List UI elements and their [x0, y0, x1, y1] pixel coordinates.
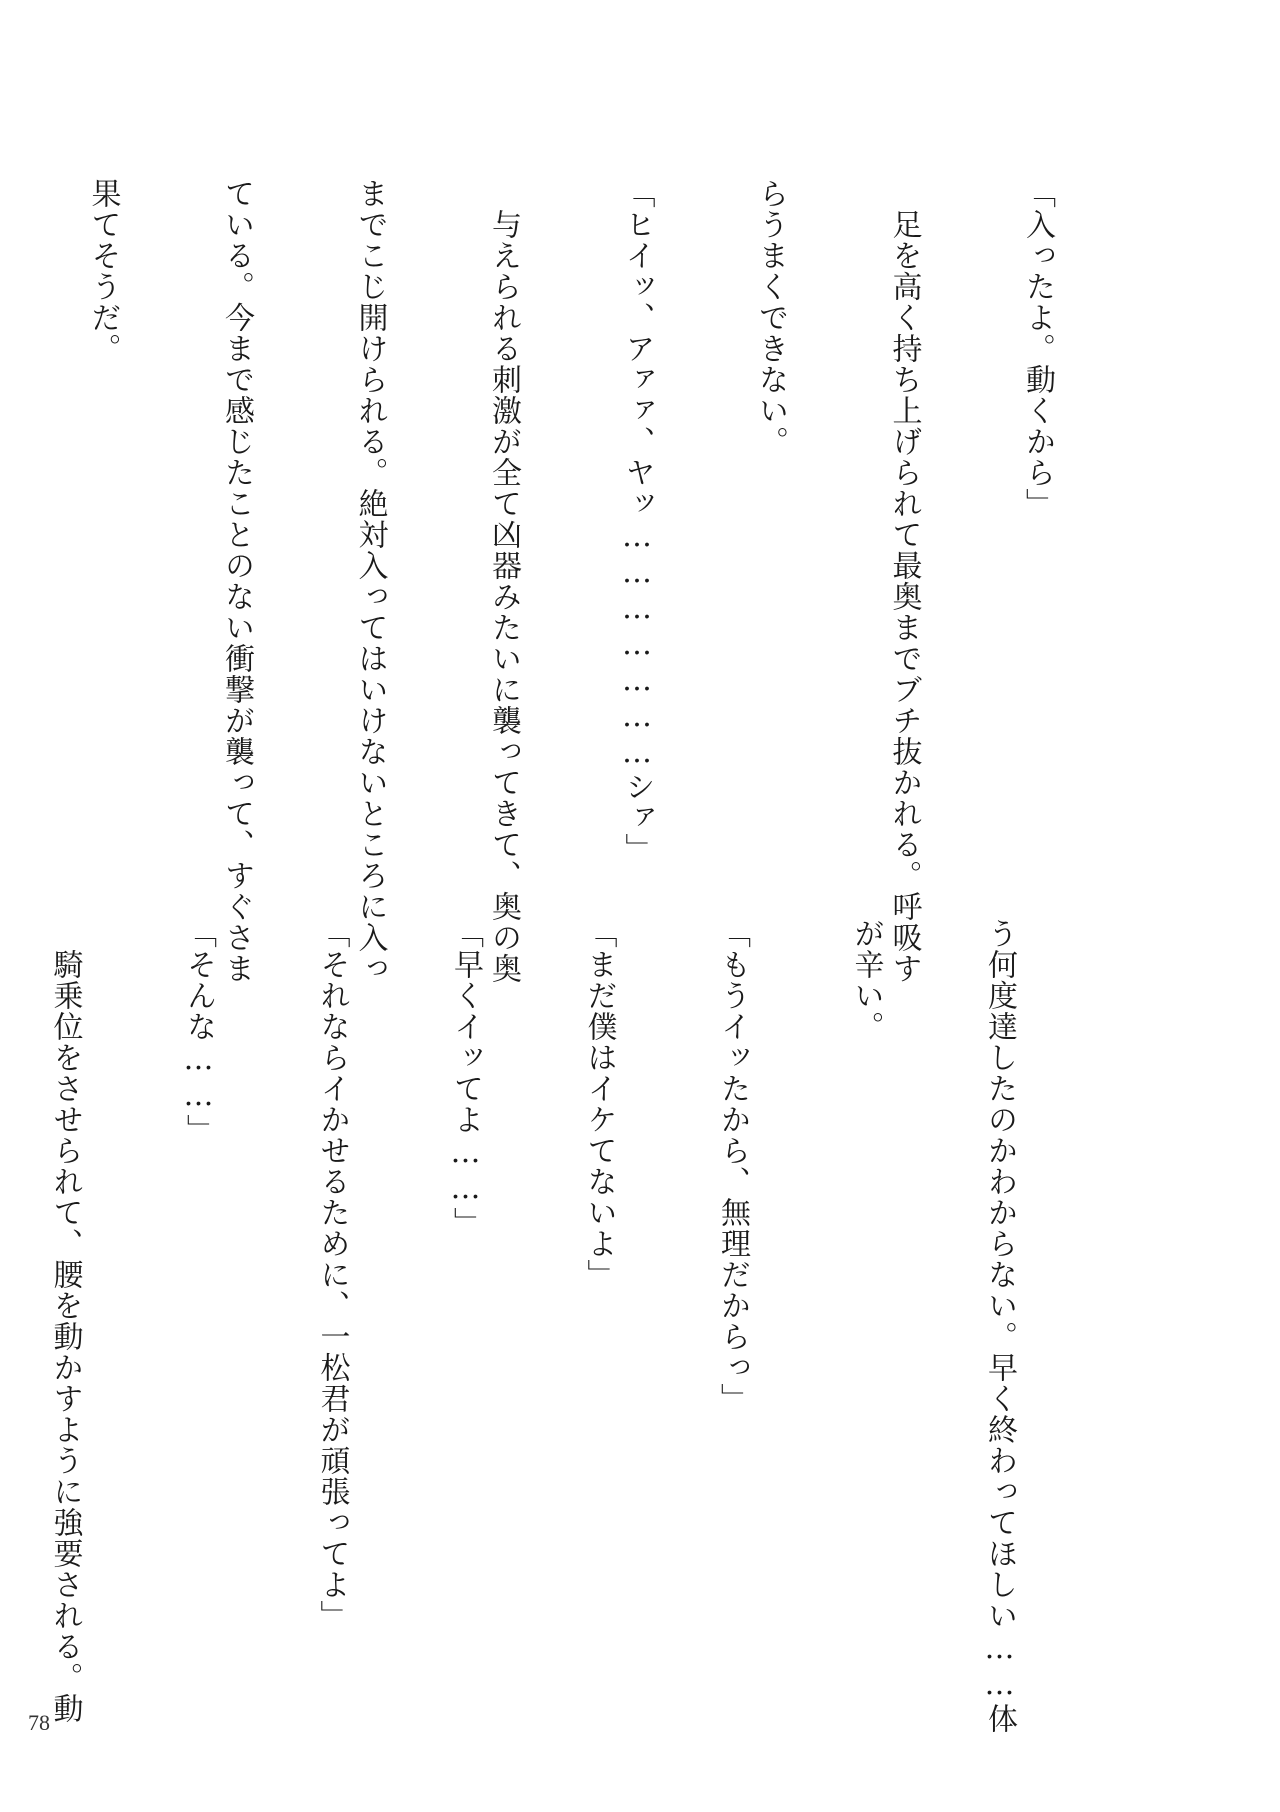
- text-line: 「入ったよ。動くから」: [1020, 178, 1055, 519]
- text-line: らうまくできない。: [753, 178, 788, 457]
- text-line: 騎乗位をさせられて、腰を動かすように強要される。動: [47, 918, 83, 1724]
- text-line: が辛い。: [848, 918, 884, 1042]
- text-line: までこじ開けられる。絶対入ってはいけないところに入っ: [352, 178, 388, 984]
- text-line: 「そんな……」: [181, 918, 216, 1145]
- text-line: 「早くイッてよ……」: [448, 918, 483, 1238]
- text-line: 足を高く持ち上げられて最奥までブチ抜かれる。呼吸す: [886, 178, 922, 984]
- text-line: 「まだ僕はイケてないよ」: [581, 918, 617, 1290]
- text-line: 果てそうだ。: [85, 178, 121, 364]
- text-line: ている。今まで感じたことのない衝撃が襲って、すぐさま: [219, 178, 254, 984]
- text-line: 「それならイかせるために、一松君が頑張ってよ」: [314, 918, 350, 1631]
- text-line: 「ヒイッ、アァァ、ヤッ…………………シァ」: [619, 178, 655, 864]
- text-line: う何度達したのかわからない。早く終わってほしい……体: [982, 918, 1017, 1734]
- text-line: 「もうイッたから、無理だからっ」: [715, 918, 750, 1414]
- page-number: 78: [28, 1710, 50, 1735]
- text-line: 与えられる刺激が全て凶器みたいに襲ってきて、奥の奥: [486, 178, 521, 984]
